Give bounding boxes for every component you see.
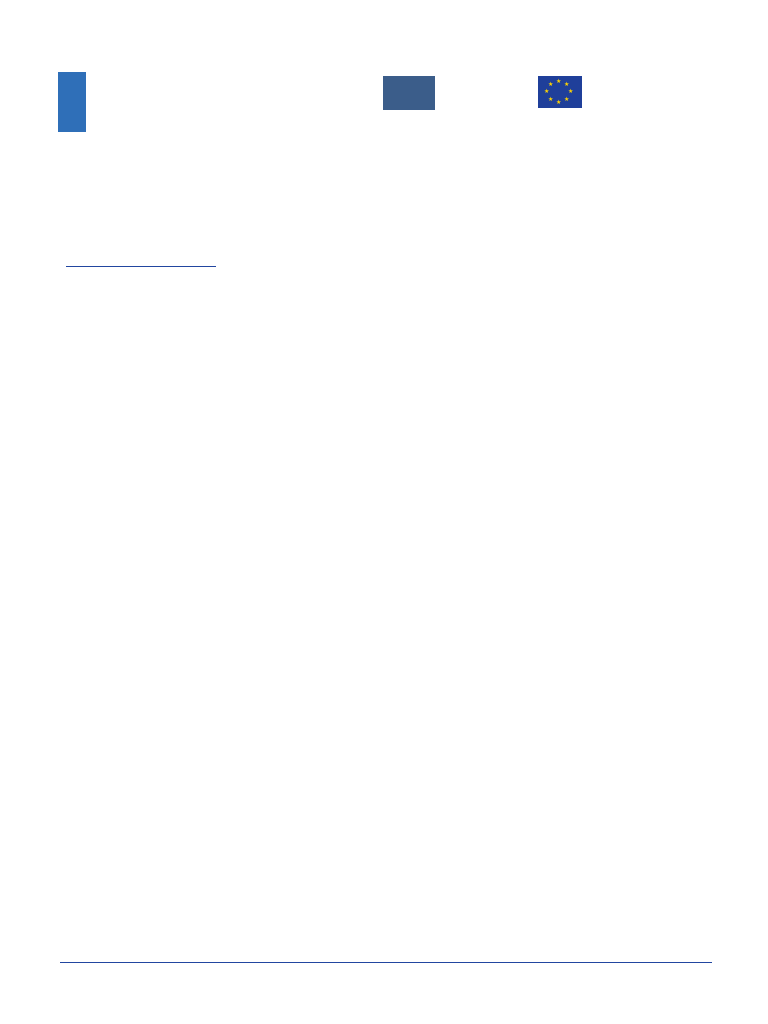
xunta-emblem-icon (58, 72, 86, 132)
eu-flag-icon: ★ ★ ★ ★ ★ ★ ★ ★ (538, 76, 582, 108)
footer-divider (60, 962, 712, 963)
town-underline (66, 266, 216, 267)
fp-logo (383, 76, 435, 110)
